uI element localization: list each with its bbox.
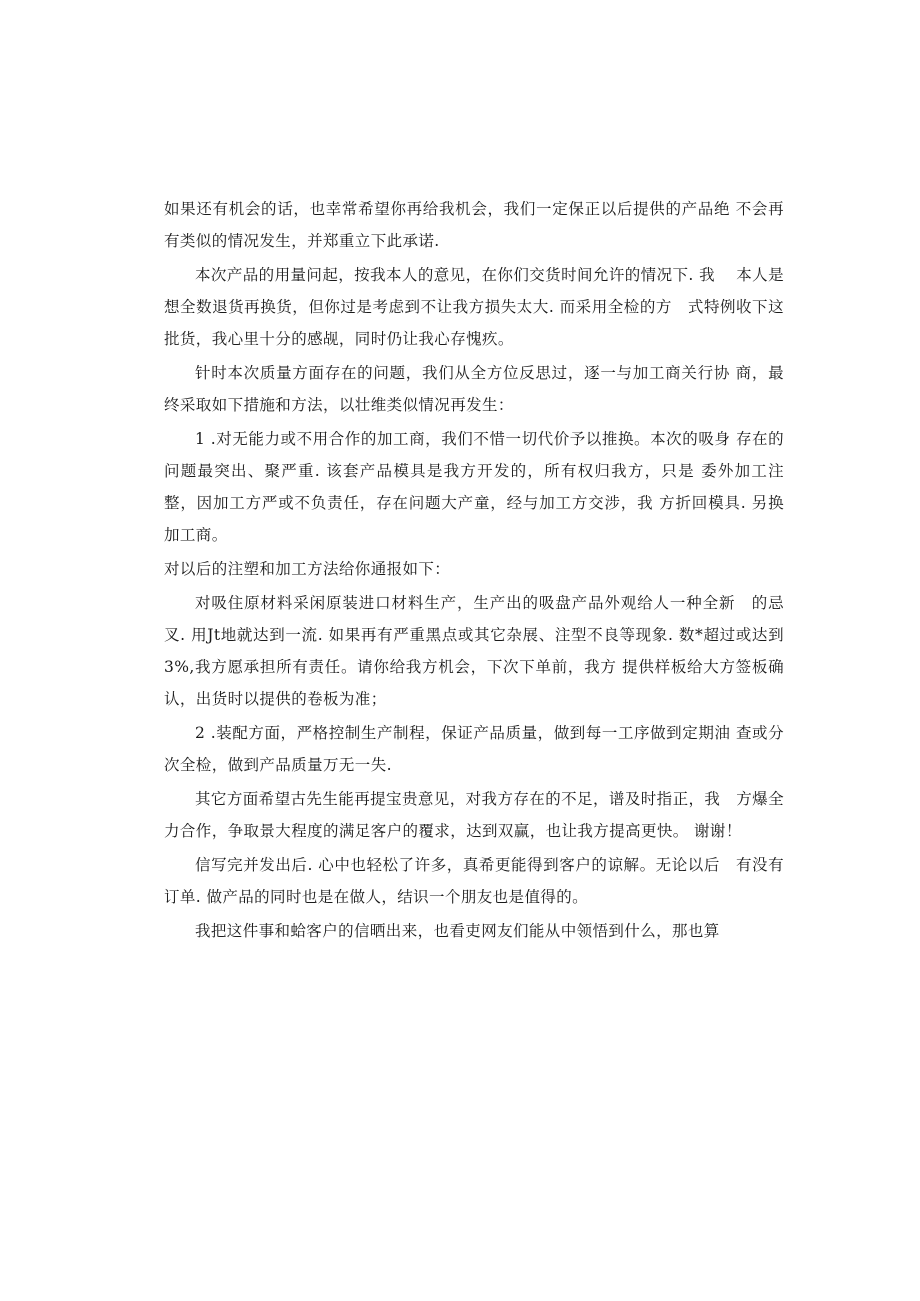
paragraph-commitment: 如果还有机会的话，也幸常希望你再给我机会，我们一定保正以后提供的产品绝 不会再有类似的情况发生，并郑重立下此承诺.: [164, 200, 784, 250]
paragraph-closing: 我把这件事和蛤客户的信晒出来，也看吏网友们能从中领悟到什么，那也算: [195, 922, 720, 940]
paragraph-notice: 对以后的注塑和加工方法给你通报如下：: [164, 560, 451, 578]
paragraph-measure-1: 1 .对无能力或不用合作的加工商，我们不惜一切代价予以推换。本次的吸身 存在的问题最突出、聚严重. 该套产品模具是我方开发的，所有权归我方，只是 委外加工注整，因加工方严或不负责任，存在问题大产童，经与加工方交涉，我 方折回模具. 另换加工商。: [164, 430, 784, 544]
paragraph-feedback: 其它方面希望古先生能再提宝贵意见，对我方存在的不足，谱及时指正，我 方爆全力合作，争取景大程度的满足客户的覆求，达到双赢，也让我方提高更快。 谢谢！: [164, 790, 784, 840]
paragraph-measure-2: 2 .装配方面，严格控制生产制程，保证产品质量，做到每一工序做到定期油 查或分次全检，做到产品质量万无一失.: [164, 724, 784, 774]
paragraph-materials: 对吸住原材料采闲原装进口材料生产，生产出的吸盘产品外观给人一种全新 的忌叉. 用Jt地就达到一流. 如果再有严重黑点或其它杂展、注型不良等现象. 数*超过或达到3%,我方愿承担所有责任。请你给我方机会，下次下单前，我方 提供样板给大方签板确认，出货时以提供的卷板为准；: [164, 594, 784, 708]
paragraph-usage-issue: 本次产品的用量问起，按我本人的意见，在你们交货时间允许的情况下. 我 本人是想全数退货再换货，但你过是考虑到不让我方损失太大. 而采用全检的方 式特例收下这批货，我心里十分的感觇，同时仍让我心存愧疚。: [164, 266, 784, 348]
paragraph-after-letter: 信写完并发出后. 心中也轻松了许多，真希更能得到客户的谅解。无论以后 有没有订单. 做产品的同时也是在做人，结识一个朋友也是值得的。: [164, 856, 784, 906]
paragraph-quality-review: 针时本次质量方面存在的问题，我们从全方位反思过，逐一与加工商关行协 商，最终采取如下措施和方法，以壮维类似情况再发生：: [164, 364, 784, 414]
document-body: [164, 193, 784, 949]
